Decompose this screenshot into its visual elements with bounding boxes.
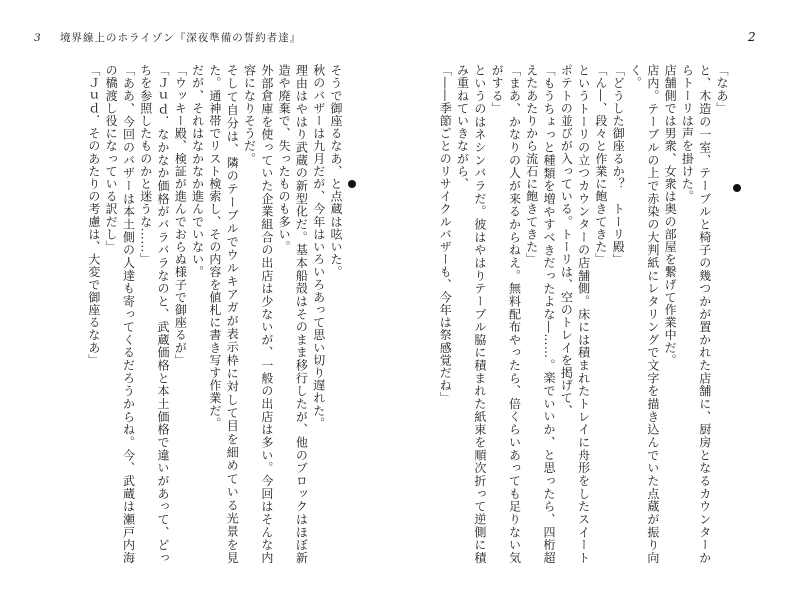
paragraph: 「ああ、今回のバザーは本土側の人達も寄ってくるだろうからね。今、武蔵は瀬戸内海の橋渡し役になっている訳だし」 — [104, 64, 136, 564]
left-page-number: 3 — [34, 32, 42, 44]
paragraph: そして自分は、隣のテーブルでウルキアガが表示枠に対して目を細めている光景を見た。通神帯でリスト検索し、その内容を値札に書き写す作業だ。 — [207, 64, 240, 564]
bullet-dot-right — [733, 184, 741, 192]
left-page-text — [40, 64, 344, 564]
paragraph: 理由はやはり武蔵の新型化だ。基本船殻はそのまま移行したが、他のブロックはほぼ新造や廃棄で、失ったものも多い。 — [277, 64, 309, 564]
paragraph: というトーリの立つカウンターの店舗側。床には積まれたトレイに舟形をしたスイートポテトの並びが入っている。トーリは、空のトレイを掲げて、 — [559, 64, 591, 564]
paragraph: 「どうした御座るか？ トーリ殿」 — [611, 64, 626, 266]
running-header — [34, 30, 301, 45]
paragraph: 「ウッキー殿、検証が進んでおらぬ様子で御座るが」 — [173, 64, 188, 367]
paragraph: と、木造の一室、テーブルと椅子の幾つかが置かれた店舗に、厨房となるカウンターからトーリは声を掛けた。 — [680, 64, 712, 564]
running-title: 境界線上のホライゾン『深夜準備の誓約者達』 — [60, 32, 302, 44]
paragraph: というのはネシンバラだ。彼はやはりテーブル脇に積まれた紙束を順次折って逆側に積み重ねていきながら、 — [455, 64, 487, 564]
right-page-text — [420, 64, 730, 564]
paragraph: 「まあ、かなりの人が来るからねえ。無料配布やったら、倍くらいあっても足りない気がする」 — [490, 64, 522, 564]
paragraph: 「なあ」 — [715, 64, 729, 115]
paragraph: 「ん―、段々と作業に飽きてきた」 — [593, 64, 608, 266]
paragraph: 「Ｊｕｄ．そのあたりの考慮は、大変で御座るなあ」 — [86, 64, 101, 367]
paragraph: 「――季節ごとのリサイクルバザーも、今年は祭感覚だね」 — [438, 64, 453, 405]
paragraph: そうで御座るなあ、と点蔵は呟いた。 — [329, 64, 343, 279]
paragraph: 外部倉庫を使っていた企業組合の出店は少ないが、一般の出店は多い。今回はそんな内容になりそうだ。 — [242, 64, 274, 564]
paragraph: 秋のバザーは九月だが、今年はいろいろあって思い切り遅れた。 — [311, 64, 326, 430]
bullet-dot-left — [348, 180, 356, 188]
right-page-number: 2 — [748, 30, 756, 44]
paragraph: だが、それはなかなか進んでいない。 — [190, 64, 205, 279]
paragraph: 店内。テーブルの上で赤染の大判紙にレタリングで文字を描き込んでいた点蔵が振り向く。 — [628, 64, 660, 564]
paragraph: 「もうちょっと種類を増やすべきだったよな―……。楽でいいか、と思ったら、四桁超えたあたりから流石に飽きてきた」 — [524, 64, 557, 564]
paragraph: 「Ｊｕｄ．なかなか価格がバラバラなのと、武蔵価格と本土価格で違いがあって、どっちを参照したものかと迷うな……」 — [138, 64, 171, 564]
paragraph: 店舗側では男衆、女衆は奥の部屋を繋げて作業中だ。 — [663, 64, 678, 367]
